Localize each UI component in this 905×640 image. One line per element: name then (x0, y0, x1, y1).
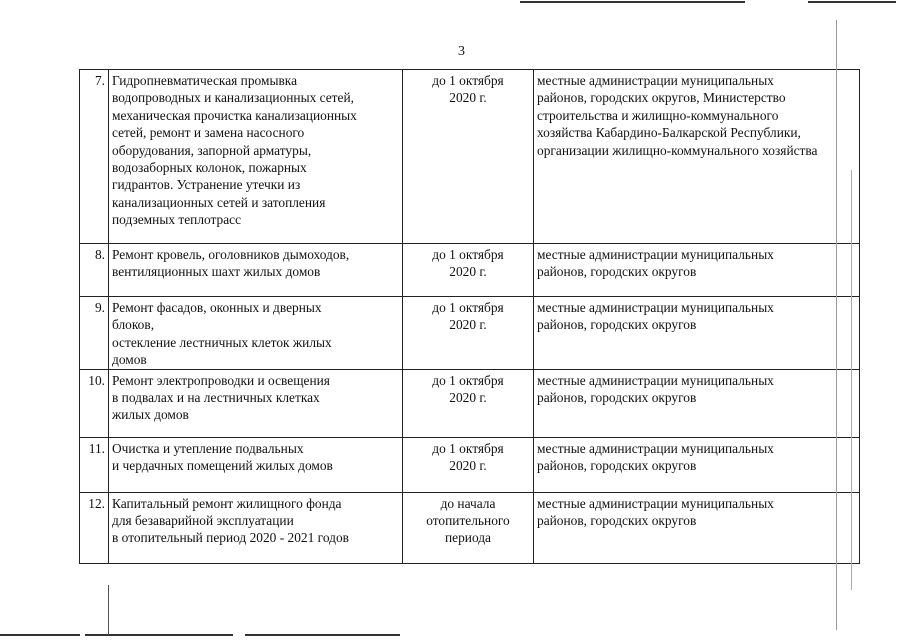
responsible-cell (534, 244, 860, 297)
row-number: 9. (80, 297, 109, 370)
scan-artifact-line (0, 634, 80, 636)
task-line: в подвалах и на лестничных клетках (112, 390, 320, 406)
row-number: 10. (80, 369, 109, 437)
task-line: и чердачных помещений жилых домов (112, 458, 333, 474)
responsible-line: местные администрации муниципальных (537, 73, 774, 88)
responsible-line: местные администрации муниципальных (537, 495, 774, 511)
plan-table (79, 69, 860, 564)
task-line: водозаборных колонок, пожарных (112, 160, 307, 176)
deadline-line: периода (444, 530, 492, 546)
scan-artifact-line (520, 1, 745, 3)
table-row (80, 244, 860, 297)
deadline-line: до 1 октября (432, 440, 504, 456)
responsible-line: строительства и жилищно-коммунального (537, 107, 779, 123)
task-cell (109, 70, 403, 244)
task-line: гидрантов. Устранение утечки из (112, 177, 301, 193)
task-line: водопроводных и канализационных сетей, (112, 90, 354, 106)
deadline-line: до 1 октября (432, 73, 504, 88)
responsible-line: местные администрации муниципальных (537, 372, 774, 388)
deadline-line: 2020 г. (449, 264, 487, 280)
task-line: Очистка и утепление подвальных (112, 440, 304, 456)
row-number: 7. (80, 70, 109, 244)
deadline-line: отопительного (426, 513, 510, 529)
deadline-line: до начала (440, 495, 496, 511)
deadline-line: до 1 октября (432, 247, 504, 262)
task-line: жилых домов (112, 407, 189, 423)
task-line: остекление лестничных клеток жилых (112, 334, 332, 350)
deadline-cell (403, 437, 534, 492)
task-line: канализационных сетей и затопления (112, 194, 326, 210)
responsible-cell (534, 369, 860, 437)
task-line: Ремонт кровель, оголовников дымоходов, (112, 247, 350, 262)
table-row (80, 70, 860, 244)
deadline-cell (403, 492, 534, 563)
task-line: в отопительный период 2020 - 2021 годов (112, 530, 349, 546)
responsible-line: хозяйства Кабардино-Балкарской Республики, (537, 125, 801, 141)
responsible-line: районов, городских округов (537, 317, 697, 333)
responsible-line: районов, городских округов, Министерство (537, 90, 786, 106)
responsible-line: местные администрации муниципальных (537, 247, 774, 262)
page-number: 3 (458, 44, 465, 59)
responsible-cell (534, 492, 860, 563)
deadline-line: до 1 октября (432, 300, 504, 315)
task-line: Ремонт фасадов, оконных и дверных (112, 300, 322, 315)
scan-artifact-line (245, 634, 400, 636)
row-number: 11. (80, 437, 109, 492)
task-cell (109, 492, 403, 563)
scan-artifact-line (851, 170, 852, 590)
task-line: Ремонт электропроводки и освещения (112, 372, 330, 388)
task-cell (109, 297, 403, 370)
task-line: Капитальный ремонт жилищного фонда (112, 495, 342, 511)
responsible-line: местные администрации муниципальных (537, 300, 774, 315)
scan-artifact-line (808, 1, 896, 3)
responsible-line: районов, городских округов (537, 264, 697, 280)
table-row (80, 492, 860, 563)
task-line: подземных теплотрасс (112, 212, 242, 228)
responsible-cell (534, 70, 860, 244)
row-number: 8. (80, 244, 109, 297)
scan-artifact-line (836, 20, 837, 630)
responsible-line: районов, городских округов (537, 390, 697, 406)
deadline-cell (403, 369, 534, 437)
task-cell (109, 369, 403, 437)
deadline-cell (403, 297, 534, 370)
responsible-line: районов, городских округов (537, 458, 697, 474)
responsible-cell (534, 297, 860, 370)
task-line: Гидропневматическая промывка (112, 73, 298, 88)
row-number: 12. (80, 492, 109, 563)
deadline-line: 2020 г. (449, 317, 487, 333)
task-line: механическая прочистка канализационных (112, 107, 357, 123)
table-row (80, 369, 860, 437)
scan-artifact-line (108, 585, 109, 635)
task-line: блоков, (112, 317, 155, 333)
responsible-line: местные администрации муниципальных (537, 440, 774, 456)
task-cell (109, 244, 403, 297)
deadline-line: 2020 г. (449, 458, 487, 474)
task-cell (109, 437, 403, 492)
deadline-cell (403, 70, 534, 244)
deadline-line: 2020 г. (449, 90, 487, 106)
deadline-cell (403, 244, 534, 297)
responsible-cell (534, 437, 860, 492)
task-line: сетей, ремонт и замена насосного (112, 125, 305, 141)
responsible-line: районов, городских округов (537, 513, 697, 529)
task-line: вентиляционных шахт жилых домов (112, 264, 321, 280)
responsible-line: организации жилищно-коммунального хозяйства (537, 142, 818, 158)
task-line: домов (112, 352, 147, 368)
table-row (80, 297, 860, 370)
task-line: для безаварийной эксплуатации (112, 513, 294, 529)
task-line: оборудования, запорной арматуры, (112, 142, 312, 158)
table-row (80, 437, 860, 492)
deadline-line: до 1 октября (432, 372, 504, 388)
deadline-line: 2020 г. (449, 390, 487, 406)
